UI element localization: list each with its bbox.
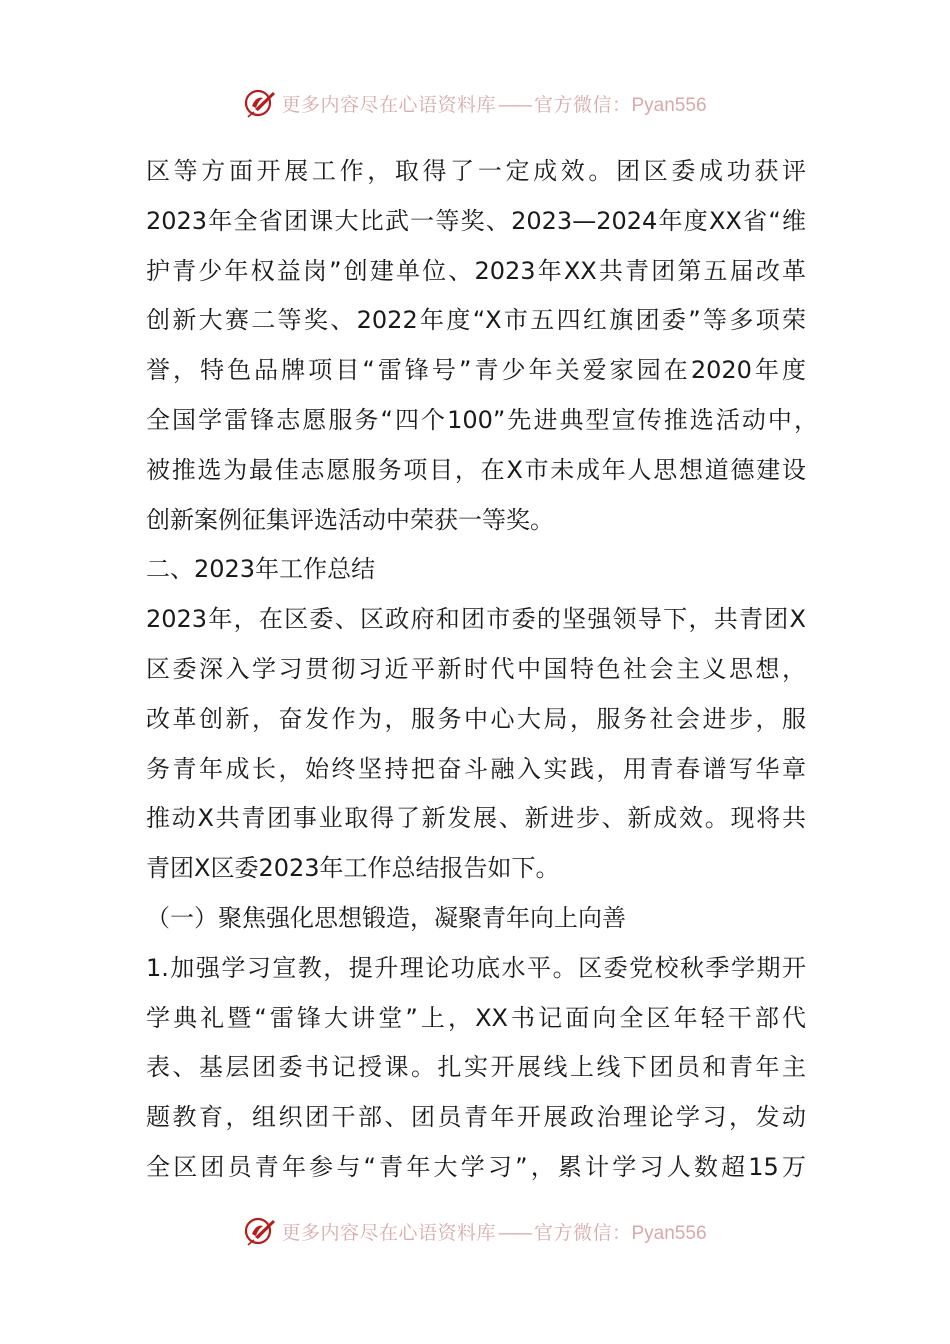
- watermark-id: Pyan556: [631, 94, 707, 116]
- paragraph-line: 推动X共青团事业取得了新发展、新进步、新成效。现将共: [146, 804, 806, 833]
- pen-logo-icon: [243, 86, 277, 120]
- watermark-suffix: 官方微信：: [533, 1221, 632, 1244]
- paragraph-line: 题教育，组织团干部、团员青年开展政治理论学习，发动: [146, 1103, 806, 1132]
- paragraph-line: 全国学雷锋志愿服务“四个100”先进典型宣传推选活动中，: [146, 405, 818, 434]
- watermark-text: 更多内容尽在心语资料库: [281, 93, 496, 116]
- paragraph-line: 誉，特色品牌项目“雷锋号”青少年关爱家园在2020年度: [146, 356, 806, 385]
- document-body: [146, 147, 818, 1193]
- pen-logo-icon: [243, 1214, 277, 1248]
- paragraph-line: 青团X区委2023年工作总结报告如下。: [146, 854, 560, 883]
- paragraph-line: 被推选为最佳志愿服务项目，在X市未成年人思想道德建设: [146, 455, 806, 484]
- paragraph-line: 区委深入学习贯彻习近平新时代中国特色社会主义思想，: [146, 654, 806, 683]
- paragraph-line: 学典礼暨“雷锋大讲堂”上，XX书记面向全区年轻干部代: [146, 1003, 806, 1032]
- watermark-dash: ——: [497, 93, 530, 116]
- watermark-banner-bottom: [0, 1211, 950, 1251]
- paragraph-line: 创新大赛二等奖、2022年度“X市五四红旗团委”等多项荣: [146, 306, 806, 335]
- paragraph-line: 改革创新，奋发作为，服务中心大局，服务社会进步，服: [146, 704, 806, 733]
- watermark-text: 更多内容尽在心语资料库: [281, 1221, 496, 1244]
- paragraph-line: 区等方面开展工作，取得了一定成效。团区委成功获评: [146, 157, 806, 185]
- watermark-banner-top: [0, 83, 950, 123]
- paragraph-line: 1.加强学习宣教，提升理论功底水平。区委党校秋季学期开: [146, 953, 806, 982]
- watermark-dash: ——: [497, 1221, 530, 1244]
- paragraph-line: 务青年成长，始终坚持把奋斗融入实践，用青春谱写华章: [146, 754, 806, 783]
- paragraph-line: 表、基层团委书记授课。扎实开展线上线下团员和青年主: [146, 1053, 806, 1082]
- paragraph-line: 护青少年权益岗”创建单位、2023年XX共青团第五届改革: [146, 256, 806, 285]
- watermark-id: Pyan556: [631, 1222, 707, 1244]
- subsection-heading: （一）聚焦强化思想锻造，凝聚青年向上向善: [146, 903, 626, 932]
- paragraph-line: 2023年，在区委、区政府和团市委的坚强领导下，共青团X: [146, 605, 806, 634]
- paragraph-line: 创新案例征集评选活动中荣获一等奖。: [146, 505, 554, 534]
- section-heading: 二、2023年工作总结: [146, 555, 376, 584]
- paragraph-line: 2023年全省团课大比武一等奖、2023—2024年度XX省“维: [146, 206, 806, 235]
- watermark-suffix: 官方微信：: [533, 93, 632, 116]
- paragraph-line: 全区团员青年参与“青年大学习”，累计学习人数超15万: [146, 1152, 806, 1181]
